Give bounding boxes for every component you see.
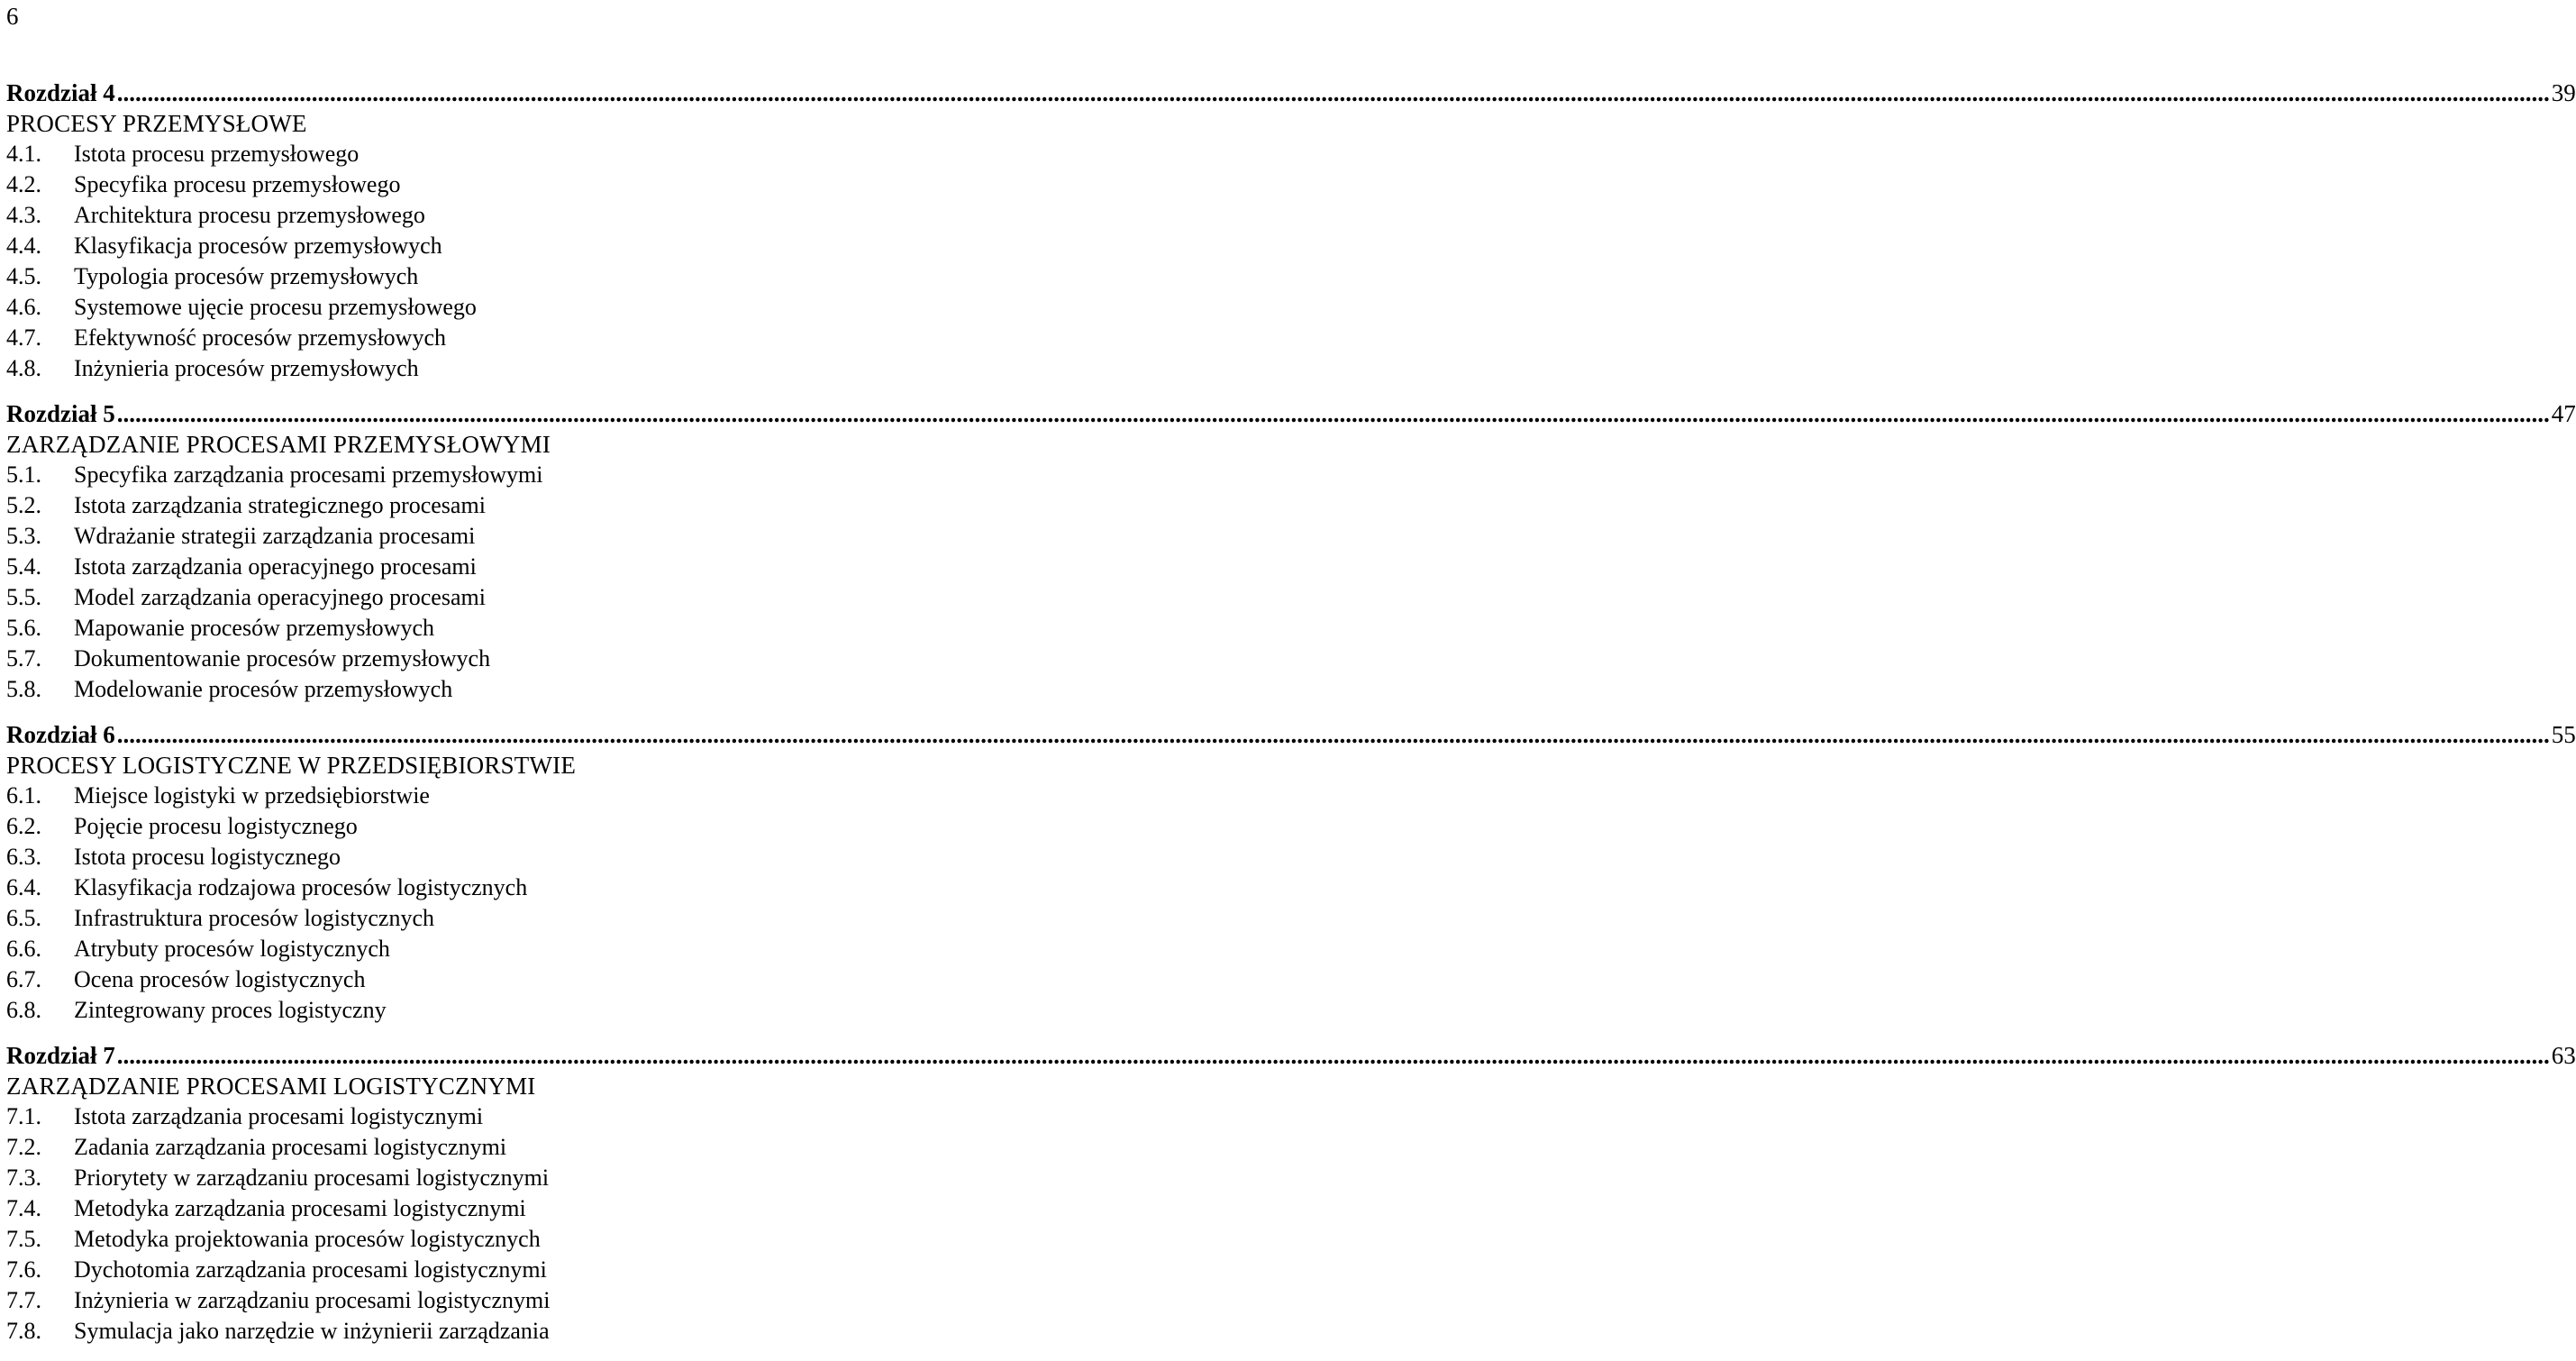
section-title: Symulacja jako narzędzie w inżynierii zarządzania [74,1318,550,1344]
dot-leader: ................................................................................................................................................................................................................................................................................................................................................................................................................ [116,79,2550,106]
dot-leader: ................................................................................................................................................................................................................................................................................................................................................................................................................ [116,400,2550,427]
section-title: Klasyfikacja rodzajowa procesów logistycznych [74,874,528,900]
chapter-heading-line[interactable] [6,78,2576,108]
chapter-label: Rozdział 6 [6,721,115,748]
section-title: Zadania zarządzania procesami logistycznymi [74,1134,507,1160]
chapter-title: PROCESY LOGISTYCZNE W PRZEDSIĘBIORSTWIE [6,752,577,779]
section-number: 4.8. [6,355,41,381]
section-number: 7.3. [6,1165,41,1191]
section-entry[interactable] [6,231,862,261]
section-entry[interactable] [6,582,862,613]
section-number: 6.1. [6,782,41,808]
section-entry[interactable] [6,323,862,353]
chapter-heading-line[interactable] [6,719,2576,750]
chapter-title: ZARZĄDZANIE PROCESAMI LOGISTYCZNYMI [6,1073,536,1100]
section-number: 4.4. [6,233,41,259]
section-entry[interactable] [6,674,862,705]
section-title: Miejsce logistyki w przedsiębiorstwie [74,782,430,808]
section-entry[interactable] [6,1101,862,1132]
section-number: 6.5. [6,905,41,931]
section-title: Zintegrowany proces logistyczny [74,997,387,1023]
section-title: Typologia procesów przemysłowych [74,263,419,289]
section-number: 5.1. [6,461,41,488]
section-number: 7.4. [6,1195,41,1221]
section-entry[interactable] [6,552,862,582]
section-entry[interactable] [6,353,862,384]
section-title: Priorytety w zarządzaniu procesami logistycznymi [74,1165,550,1191]
section-number: 7.7. [6,1287,41,1313]
section-title: Dychotomia zarządzania procesami logistycznymi [74,1256,547,1283]
section-number: 4.1. [6,141,41,167]
section-number: 4.7. [6,324,41,351]
section-entry[interactable] [6,644,862,674]
chapter-entry [6,398,2576,705]
chapter-label: Rozdział 4 [6,79,115,106]
section-number: 6.7. [6,966,41,992]
section-number: 6.6. [6,936,41,962]
dot-leader: ................................................................................................................................................................................................................................................................................................................................................................................................................ [116,1042,2550,1069]
chapter-title: PROCESY PRZEMYSŁOWE [6,110,307,137]
section-entry[interactable] [6,200,862,231]
section-entry[interactable] [6,1224,862,1255]
section-number: 7.6. [6,1256,41,1283]
section-entry[interactable] [6,1255,862,1285]
section-entry[interactable] [6,460,862,490]
section-entry[interactable] [6,1132,862,1163]
section-list [6,1101,862,1347]
section-number: 5.4. [6,553,41,580]
section-title: Model zarządzania operacyjnego procesami [74,584,486,610]
section-number: 4.2. [6,171,41,197]
chapter-page-number: 55 [2551,721,2576,748]
section-number: 6.2. [6,813,41,839]
section-entry[interactable] [6,903,862,934]
section-entry[interactable] [6,169,862,200]
section-entry[interactable] [6,1316,862,1347]
section-entry[interactable] [6,292,862,323]
chapter-entry [6,78,2576,384]
section-entry[interactable] [6,261,862,292]
section-number: 4.5. [6,263,41,289]
section-title: Metodyka zarządzania procesami logistycznymi [74,1195,526,1221]
section-title: Istota zarządzania operacyjnego procesami [74,553,477,580]
section-number: 7.8. [6,1318,41,1344]
section-title: Ocena procesów logistycznych [74,966,366,992]
chapter-title: ZARZĄDZANIE PROCESAMI PRZEMYSŁOWYMI [6,431,551,458]
section-title: Pojęcie procesu logistycznego [74,813,358,839]
section-entry[interactable] [6,811,862,842]
section-entry[interactable] [6,521,862,552]
page-number: 6 [6,3,19,30]
section-title: Dokumentowanie procesów przemysłowych [74,645,491,671]
section-title: Istota procesu logistycznego [74,844,341,870]
section-entry[interactable] [6,139,862,169]
section-entry[interactable] [6,1163,862,1193]
section-number: 5.6. [6,615,41,641]
section-entry[interactable] [6,781,862,811]
chapter-label: Rozdział 7 [6,1042,115,1069]
section-number: 5.7. [6,645,41,671]
section-entry[interactable] [6,842,862,872]
section-number: 5.8. [6,676,41,702]
chapter-page-number: 63 [2551,1042,2576,1069]
section-list [6,781,862,1026]
chapter-page-number: 39 [2551,79,2576,106]
chapter-entry [6,719,2576,1026]
section-number: 6.4. [6,874,41,900]
section-entry[interactable] [6,995,862,1026]
section-title: Istota procesu przemysłowego [74,141,360,167]
section-title: Architektura procesu przemysłowego [74,202,425,228]
section-entry[interactable] [6,964,862,995]
section-title: Klasyfikacja procesów przemysłowych [74,233,442,259]
section-entry[interactable] [6,613,862,644]
section-number: 6.3. [6,844,41,870]
section-title: Metodyka projektowania procesów logistycznych [74,1226,541,1252]
section-number: 4.3. [6,202,41,228]
section-entry[interactable] [6,872,862,903]
section-title: Wdrażanie strategii zarządzania procesami [74,523,476,549]
section-number: 7.1. [6,1103,41,1129]
section-title: Systemowe ujęcie procesu przemysłowego [74,294,477,320]
chapter-heading-line[interactable] [6,1040,2576,1071]
section-entry[interactable] [6,490,862,521]
chapter-entry [6,1040,2576,1347]
section-entry[interactable] [6,1285,862,1316]
section-title: Efektywność procesów przemysłowych [74,324,446,351]
section-number: 7.5. [6,1226,41,1252]
section-number: 5.2. [6,492,41,518]
table-of-contents [6,78,2576,1361]
section-number: 4.6. [6,294,41,320]
dot-leader: ................................................................................................................................................................................................................................................................................................................................................................................................................ [116,721,2550,748]
section-title: Istota zarządzania strategicznego procesami [74,492,486,518]
section-list [6,460,862,705]
section-entry[interactable] [6,934,862,964]
section-number: 6.8. [6,997,41,1023]
chapter-label: Rozdział 5 [6,400,115,427]
section-title: Inżynieria procesów przemysłowych [74,355,419,381]
section-title: Inżynieria w zarządzaniu procesami logistycznymi [74,1287,551,1313]
section-title: Istota zarządzania procesami logistycznymi [74,1103,484,1129]
section-number: 5.5. [6,584,41,610]
section-title: Atrybuty procesów logistycznych [74,936,390,962]
section-title: Infrastruktura procesów logistycznych [74,905,434,931]
section-number: 7.2. [6,1134,41,1160]
chapter-heading-line[interactable] [6,398,2576,429]
chapter-page-number: 47 [2551,400,2576,427]
section-title: Mapowanie procesów przemysłowych [74,615,434,641]
section-entry[interactable] [6,1193,862,1224]
section-list [6,139,862,384]
section-title: Specyfika zarządzania procesami przemysłowymi [74,461,543,488]
section-title: Modelowanie procesów przemysłowych [74,676,453,702]
section-number: 5.3. [6,523,41,549]
section-title: Specyfika procesu przemysłowego [74,171,401,197]
